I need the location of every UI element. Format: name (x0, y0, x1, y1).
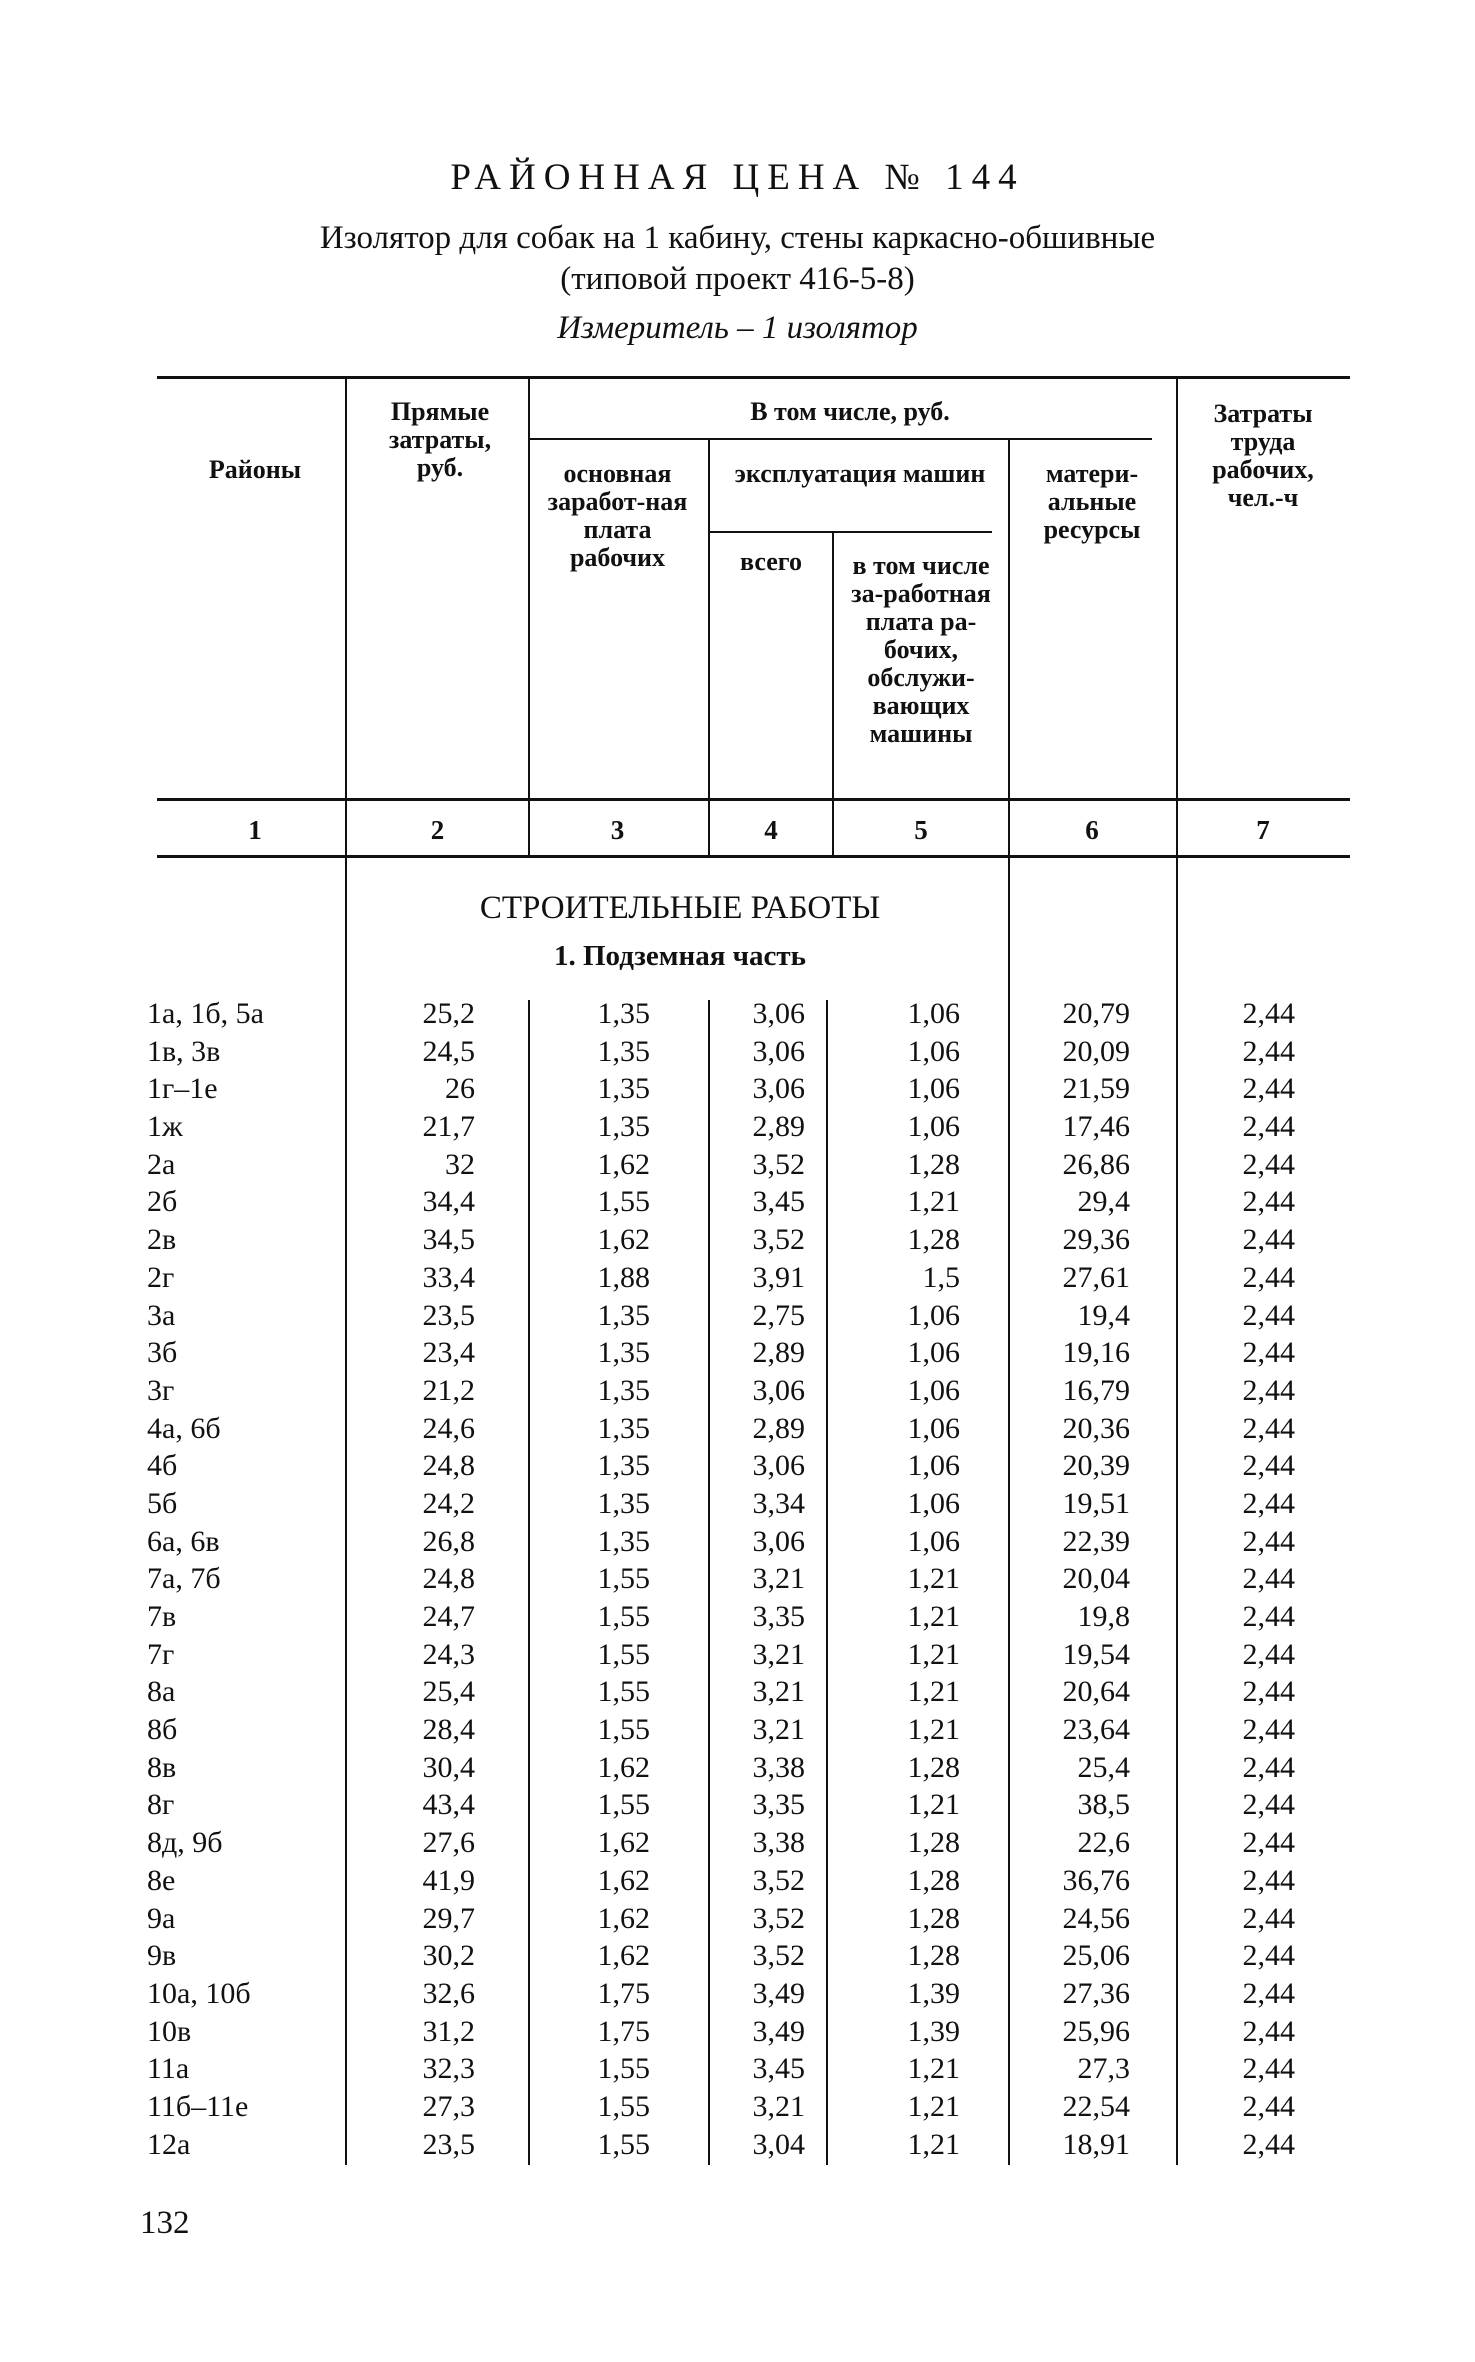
table-row (0, 2126, 1475, 2164)
cell-machine-wage: 1,21 (907, 2052, 960, 2086)
cell-machine-total: 3,21 (752, 1637, 805, 1671)
header-machine-operation: эксплуатация машин (734, 459, 986, 488)
cell-base-wage: 1,55 (597, 1713, 650, 1747)
header-labor: Затраты труда рабочих, чел.-ч (1212, 399, 1314, 512)
cell-machine-wage: 1,28 (907, 1826, 960, 1860)
cell-materials: 16,79 (1062, 1373, 1130, 1407)
cell-region: 7в (147, 1600, 177, 1633)
cell-direct-costs: 43,4 (422, 1788, 475, 1822)
cell-base-wage: 1,62 (597, 1826, 650, 1860)
cell-machine-total: 3,91 (752, 1260, 805, 1294)
cell-direct-costs: 31,2 (422, 2014, 475, 2048)
cell-labor: 2,44 (1242, 1524, 1295, 1558)
table-row (0, 1070, 1475, 1108)
cell-direct-costs: 32 (445, 1147, 475, 1181)
cell-region: 2в (147, 1223, 177, 1257)
cell-direct-costs: 34,4 (422, 1185, 475, 1219)
table-row (0, 1711, 1475, 1749)
cell-machine-wage: 1,5 (922, 1260, 960, 1294)
cell-base-wage: 1,55 (597, 1600, 650, 1633)
cell-machine-wage: 1,21 (907, 1600, 960, 1633)
cell-materials: 19,54 (1062, 1637, 1130, 1671)
cell-direct-costs: 32,3 (422, 2052, 475, 2086)
cell-machine-wage: 1,06 (907, 1110, 960, 1144)
cell-materials: 25,96 (1062, 2014, 1130, 2048)
cell-materials: 24,56 (1062, 1901, 1130, 1935)
cell-region: 1в, 3в (147, 1034, 221, 1068)
column-number: 6 (1085, 815, 1099, 845)
cell-materials: 19,51 (1062, 1486, 1130, 1520)
cell-machine-wage: 1,39 (907, 1976, 960, 2010)
cell-labor: 2,44 (1242, 1750, 1295, 1784)
cell-materials: 29,4 (1077, 1185, 1130, 1219)
cell-direct-costs: 24,2 (422, 1486, 475, 1520)
cell-base-wage: 1,55 (597, 2052, 650, 2086)
cell-region: 8а (147, 1675, 176, 1709)
cell-machine-total: 2,75 (752, 1298, 805, 1332)
cell-direct-costs: 28,4 (422, 1713, 475, 1747)
cell-direct-costs: 24,3 (422, 1637, 475, 1671)
cell-machine-total: 3,34 (752, 1486, 805, 1520)
cell-base-wage: 1,35 (597, 1298, 650, 1332)
cell-base-wage: 1,35 (597, 1373, 650, 1407)
cell-labor: 2,44 (1242, 1486, 1295, 1520)
cell-base-wage: 1,55 (597, 1185, 650, 1219)
cell-direct-costs: 27,6 (422, 1826, 475, 1860)
cell-region: 8б (147, 1713, 178, 1747)
cell-region: 10в (147, 2014, 192, 2048)
table-row (0, 1937, 1475, 1975)
cell-labor: 2,44 (1242, 1939, 1295, 1973)
header-direct-costs: Прямые затраты, руб. (388, 397, 492, 482)
cell-materials: 20,09 (1062, 1034, 1130, 1068)
header-regions: Районы (208, 455, 302, 484)
cell-base-wage: 1,35 (597, 1110, 650, 1144)
header-total: всего (740, 547, 802, 576)
cell-direct-costs: 21,7 (422, 1110, 475, 1144)
cell-materials: 19,16 (1062, 1336, 1130, 1370)
cell-machine-total: 3,49 (752, 2014, 805, 2048)
cell-base-wage: 1,55 (597, 2089, 650, 2123)
cell-machine-total: 3,52 (752, 1147, 805, 1181)
cell-region: 12а (147, 2127, 191, 2161)
cell-machine-total: 3,06 (752, 997, 805, 1030)
cell-machine-wage: 1,21 (907, 2089, 960, 2123)
cell-machine-total: 3,06 (752, 1034, 805, 1068)
cell-base-wage: 1,75 (597, 2014, 650, 2048)
cell-machine-wage: 1,21 (907, 1185, 960, 1219)
subtitle-line-1: Изолятор для собак на 1 кабину, стены каркасно-обшивные (319, 220, 1156, 256)
cell-region: 2б (147, 1185, 178, 1219)
header-materials: матери-альные ресурсы (1043, 459, 1141, 544)
cell-direct-costs: 33,4 (422, 1260, 475, 1294)
cell-labor: 2,44 (1242, 1788, 1295, 1822)
cell-region: 10а, 10б (147, 1976, 251, 2010)
cell-base-wage: 1,55 (597, 1637, 650, 1671)
table-row (0, 1259, 1475, 1297)
cell-machine-wage: 1,06 (907, 1411, 960, 1445)
cell-base-wage: 1,35 (597, 1034, 650, 1068)
cell-region: 8д, 9б (147, 1826, 223, 1860)
table-row (0, 1786, 1475, 1824)
cell-materials: 22,6 (1077, 1826, 1130, 1860)
cell-labor: 2,44 (1242, 1147, 1295, 1181)
cell-base-wage: 1,35 (597, 997, 650, 1030)
cell-direct-costs: 30,2 (422, 1939, 475, 1973)
cell-machine-wage: 1,21 (907, 1562, 960, 1596)
cell-materials: 20,36 (1062, 1411, 1130, 1445)
cell-machine-wage: 1,21 (907, 1713, 960, 1747)
cell-region: 6а, 6в (147, 1524, 220, 1558)
table-row (0, 1749, 1475, 1787)
cell-base-wage: 1,35 (597, 1336, 650, 1370)
table-row (0, 1523, 1475, 1561)
cell-region: 3а (147, 1298, 176, 1332)
cell-region: 4а, 6б (147, 1411, 221, 1445)
cell-labor: 2,44 (1242, 1863, 1295, 1897)
column-number: 7 (1256, 815, 1270, 845)
cell-region: 8е (147, 1863, 176, 1897)
cell-materials: 38,5 (1077, 1788, 1130, 1822)
vrule-2 (528, 378, 530, 856)
cell-materials: 19,4 (1077, 1298, 1130, 1332)
cell-machine-wage: 1,28 (907, 1863, 960, 1897)
cell-materials: 20,04 (1062, 1562, 1130, 1596)
cell-materials: 20,39 (1062, 1449, 1130, 1483)
cell-materials: 22,54 (1062, 2089, 1130, 2123)
cell-materials: 27,3 (1077, 2052, 1130, 2086)
column-number: 3 (610, 815, 625, 845)
table-row (0, 2088, 1475, 2126)
cell-machine-total: 2,89 (752, 1336, 805, 1370)
cell-labor: 2,44 (1242, 1373, 1295, 1407)
table-row (0, 1334, 1475, 1372)
cell-labor: 2,44 (1242, 1336, 1295, 1370)
cell-labor: 2,44 (1242, 1185, 1295, 1219)
cell-region: 7а, 7б (147, 1562, 221, 1596)
cell-direct-costs: 30,4 (422, 1750, 475, 1784)
cell-machine-total: 3,21 (752, 1713, 805, 1747)
cell-machine-total: 2,89 (752, 1411, 805, 1445)
cell-labor: 2,44 (1242, 1976, 1295, 2010)
column-number-rule (157, 855, 1350, 858)
cell-region: 3б (147, 1336, 178, 1370)
cell-materials: 23,64 (1062, 1713, 1130, 1747)
cell-region: 2г (147, 1260, 175, 1294)
cell-direct-costs: 26 (445, 1072, 475, 1106)
cell-base-wage: 1,62 (597, 1223, 650, 1257)
cell-materials: 20,79 (1062, 997, 1130, 1030)
cell-machine-wage: 1,28 (907, 1750, 960, 1784)
cell-machine-wage: 1,21 (907, 1637, 960, 1671)
table-row (0, 2050, 1475, 2088)
cell-machine-wage: 1,06 (907, 1034, 960, 1068)
section-subtitle: 1. Подземная часть (554, 940, 806, 972)
cell-region: 9в (147, 1939, 177, 1973)
cell-labor: 2,44 (1242, 1901, 1295, 1935)
cell-direct-costs: 41,9 (422, 1863, 475, 1897)
cell-base-wage: 1,35 (597, 1411, 650, 1445)
cell-region: 11а (147, 2052, 190, 2086)
cell-labor: 2,44 (1242, 1637, 1295, 1671)
table-row (0, 1598, 1475, 1636)
cell-labor: 2,44 (1242, 1223, 1295, 1257)
section-title: СТРОИТЕЛЬНЫЕ РАБОТЫ (479, 890, 881, 926)
cell-machine-total: 3,52 (752, 1939, 805, 1973)
header-bottom-rule (157, 798, 1350, 801)
table-row (0, 1824, 1475, 1862)
cell-base-wage: 1,88 (597, 1260, 650, 1294)
column-number: 5 (914, 815, 928, 845)
cell-region: 11б–11е (147, 2089, 249, 2123)
cell-machine-total: 3,06 (752, 1524, 805, 1558)
cell-base-wage: 1,62 (597, 1750, 650, 1784)
vrule-4 (832, 531, 834, 856)
cell-labor: 2,44 (1242, 2052, 1295, 2086)
vrule-3 (708, 438, 710, 856)
cell-region: 5б (147, 1486, 178, 1520)
cell-machine-total: 3,06 (752, 1072, 805, 1106)
cell-direct-costs: 25,4 (422, 1675, 475, 1709)
cell-materials: 19,8 (1077, 1600, 1130, 1633)
table-row (0, 1900, 1475, 1938)
cell-machine-wage: 1,21 (907, 2127, 960, 2161)
cell-materials: 18,91 (1062, 2127, 1130, 2161)
cell-machine-wage: 1,06 (907, 997, 960, 1030)
cell-labor: 2,44 (1242, 997, 1295, 1030)
cell-materials: 36,76 (1062, 1863, 1130, 1897)
cell-base-wage: 1,35 (597, 1072, 650, 1106)
table-row (0, 1033, 1475, 1071)
cell-base-wage: 1,35 (597, 1486, 650, 1520)
cell-machine-total: 3,35 (752, 1600, 805, 1633)
cell-machine-wage: 1,21 (907, 1675, 960, 1709)
cell-machine-wage: 1,06 (907, 1072, 960, 1106)
cell-machine-wage: 1,06 (907, 1486, 960, 1520)
cell-base-wage: 1,55 (597, 1788, 650, 1822)
measure-unit: Измеритель – 1 изолятор (557, 310, 918, 346)
cell-machine-total: 3,04 (752, 2127, 805, 2161)
cell-machine-total: 3,38 (752, 1750, 805, 1784)
cell-machine-wage: 1,21 (907, 1788, 960, 1822)
cell-direct-costs: 26,8 (422, 1524, 475, 1558)
cell-machine-wage: 1,28 (907, 1147, 960, 1181)
cell-region: 4б (147, 1449, 178, 1483)
cell-machine-total: 3,52 (752, 1223, 805, 1257)
cell-labor: 2,44 (1242, 1298, 1295, 1332)
cell-labor: 2,44 (1242, 1034, 1295, 1068)
table-row (0, 995, 1475, 1033)
column-number: 1 (248, 815, 262, 845)
cell-machine-total: 3,38 (752, 1826, 805, 1860)
cell-machine-wage: 1,39 (907, 2014, 960, 2048)
cell-base-wage: 1,62 (597, 1147, 650, 1181)
table-row (0, 1146, 1475, 1184)
cell-direct-costs: 34,5 (422, 1223, 475, 1257)
cell-base-wage: 1,75 (597, 1976, 650, 2010)
cell-machine-total: 3,06 (752, 1373, 805, 1407)
cell-base-wage: 1,35 (597, 1449, 650, 1483)
table-row (0, 1447, 1475, 1485)
cell-machine-total: 3,35 (752, 1788, 805, 1822)
cell-direct-costs: 23,5 (422, 1298, 475, 1332)
cell-machine-wage: 1,28 (907, 1901, 960, 1935)
page-title: РАЙОННАЯ ЦЕНА № 144 (450, 157, 1025, 198)
cell-machine-total: 3,45 (752, 2052, 805, 2086)
cell-base-wage: 1,62 (597, 1863, 650, 1897)
cell-machine-total: 3,21 (752, 1675, 805, 1709)
cell-direct-costs: 24,8 (422, 1562, 475, 1596)
cell-materials: 25,06 (1062, 1939, 1130, 1973)
table-row (0, 1372, 1475, 1410)
cell-machine-wage: 1,06 (907, 1373, 960, 1407)
cell-region: 2а (147, 1147, 176, 1181)
cell-machine-wage: 1,28 (907, 1939, 960, 1973)
table-row (0, 1673, 1475, 1711)
table-row (0, 1485, 1475, 1523)
cell-materials: 27,61 (1062, 1260, 1130, 1294)
cell-machine-total: 3,21 (752, 1562, 805, 1596)
cell-machine-total: 3,45 (752, 1185, 805, 1219)
cell-direct-costs: 23,5 (422, 2127, 475, 2161)
header-base-wage: основная заработ-ная плата рабочих (547, 459, 688, 572)
cell-labor: 2,44 (1242, 1260, 1295, 1294)
cell-direct-costs: 24,5 (422, 1034, 475, 1068)
including-rule (530, 438, 1152, 440)
cell-direct-costs: 21,2 (422, 1373, 475, 1407)
cell-region: 1ж (147, 1110, 183, 1144)
cell-materials: 27,36 (1062, 1976, 1130, 2010)
cell-labor: 2,44 (1242, 2089, 1295, 2123)
cell-direct-costs: 27,3 (422, 2089, 475, 2123)
table-row (0, 2013, 1475, 2051)
cell-machine-total: 3,52 (752, 1863, 805, 1897)
cell-direct-costs: 25,2 (422, 997, 475, 1030)
cell-base-wage: 1,62 (597, 1901, 650, 1935)
cell-labor: 2,44 (1242, 1600, 1295, 1633)
table-row (0, 1221, 1475, 1259)
cell-machine-total: 2,89 (752, 1110, 805, 1144)
cell-materials: 26,86 (1062, 1147, 1130, 1181)
cell-machine-total: 3,21 (752, 2089, 805, 2123)
cell-labor: 2,44 (1242, 1562, 1295, 1596)
cell-region: 1г–1е (147, 1072, 218, 1106)
cell-base-wage: 1,62 (597, 1939, 650, 1973)
header-including: В том числе, руб. (750, 397, 950, 426)
cell-region: 8в (147, 1750, 177, 1784)
cell-labor: 2,44 (1242, 1675, 1295, 1709)
subtitle-line-2: (типовой проект 416-5-8) (560, 261, 915, 297)
cell-base-wage: 1,55 (597, 1675, 650, 1709)
cell-region: 8г (147, 1788, 175, 1822)
table-row (0, 1560, 1475, 1598)
cell-labor: 2,44 (1242, 2014, 1295, 2048)
cell-direct-costs: 32,6 (422, 1976, 475, 2010)
table-row (0, 1183, 1475, 1221)
table-row (0, 1410, 1475, 1448)
cell-direct-costs: 24,6 (422, 1411, 475, 1445)
cell-materials: 22,39 (1062, 1524, 1130, 1558)
table-body (0, 995, 1475, 2163)
cell-region: 9а (147, 1901, 176, 1935)
machines-rule (710, 531, 992, 533)
cell-machine-wage: 1,06 (907, 1298, 960, 1332)
cell-base-wage: 1,55 (597, 1562, 650, 1596)
cell-labor: 2,44 (1242, 1826, 1295, 1860)
cell-labor: 2,44 (1242, 1072, 1295, 1106)
cell-machine-wage: 1,06 (907, 1524, 960, 1558)
table-row (0, 1862, 1475, 1900)
cell-base-wage: 1,55 (597, 2127, 650, 2161)
cell-materials: 21,59 (1062, 1072, 1130, 1106)
column-number: 4 (764, 815, 778, 845)
cell-base-wage: 1,35 (597, 1524, 650, 1558)
cell-machine-total: 3,06 (752, 1449, 805, 1483)
cell-labor: 2,44 (1242, 1411, 1295, 1445)
cell-machine-total: 3,49 (752, 1976, 805, 2010)
cell-labor: 2,44 (1242, 1110, 1295, 1144)
cell-direct-costs: 29,7 (422, 1901, 475, 1935)
cell-machine-total: 3,52 (752, 1901, 805, 1935)
cell-region: 1а, 1б, 5а (147, 997, 264, 1030)
cell-materials: 17,46 (1062, 1110, 1130, 1144)
table-top-rule (157, 376, 1350, 379)
cell-materials: 25,4 (1077, 1750, 1130, 1784)
cell-direct-costs: 24,8 (422, 1449, 475, 1483)
table-row (0, 1297, 1475, 1335)
cell-direct-costs: 24,7 (422, 1600, 475, 1633)
cell-labor: 2,44 (1242, 2127, 1295, 2161)
table-row (0, 1108, 1475, 1146)
page-number: 132 (140, 2205, 190, 2241)
table-row (0, 1975, 1475, 2013)
cell-direct-costs: 23,4 (422, 1336, 475, 1370)
cell-labor: 2,44 (1242, 1713, 1295, 1747)
column-number: 2 (430, 815, 445, 845)
table-row (0, 1636, 1475, 1674)
header-incl-wage: в том числе за-работная плата ра-бочих, обслужи-вающих машины (851, 551, 991, 748)
cell-region: 7г (147, 1637, 175, 1671)
cell-materials: 20,64 (1062, 1675, 1130, 1709)
cell-labor: 2,44 (1242, 1449, 1295, 1483)
cell-region: 3г (147, 1373, 175, 1407)
cell-machine-wage: 1,28 (907, 1223, 960, 1257)
cell-machine-wage: 1,06 (907, 1336, 960, 1370)
cell-machine-wage: 1,06 (907, 1449, 960, 1483)
cell-materials: 29,36 (1062, 1223, 1130, 1257)
